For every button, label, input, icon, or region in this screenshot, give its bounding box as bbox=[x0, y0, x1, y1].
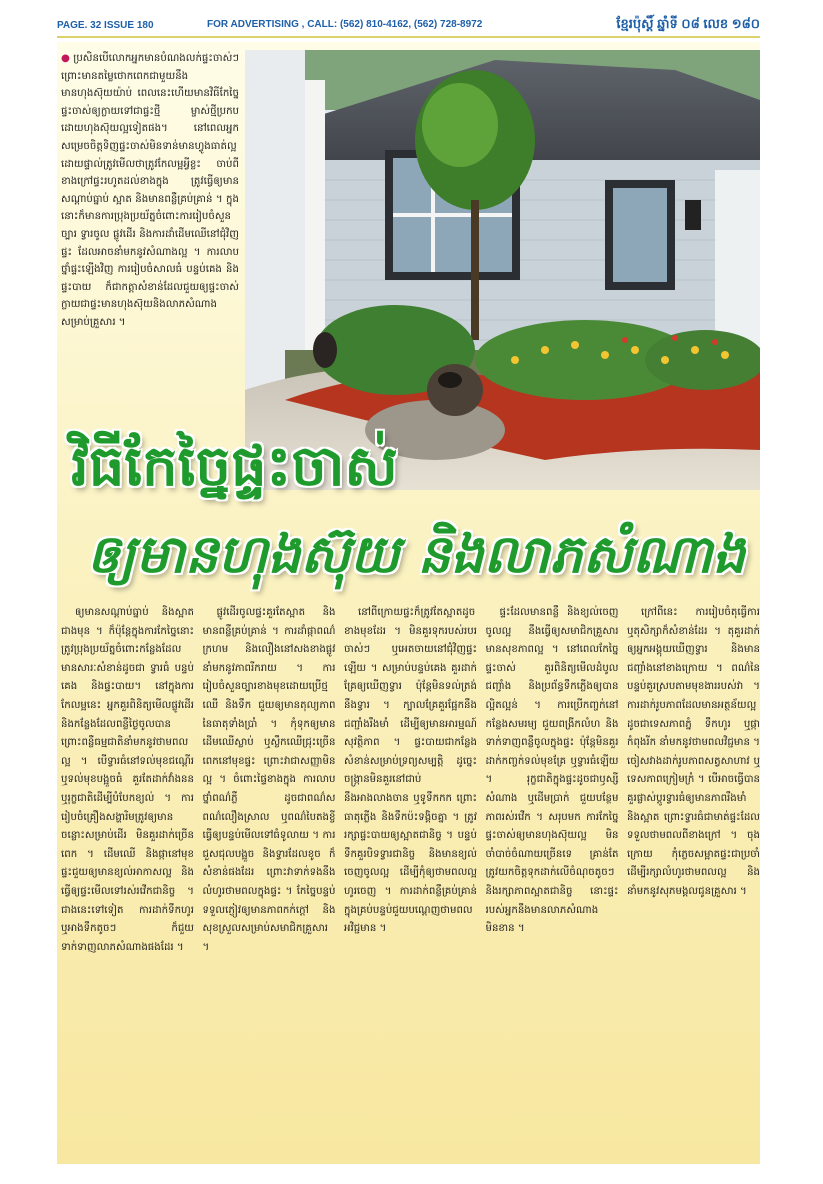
advertising-contact: FOR ADVERTISING , CALL: (562) 810-4162, (562) 728-8972 bbox=[207, 19, 483, 30]
column-text: ក្រៅពីនេះ ការរៀបចំតុធ្វើការ ឬតុសិក្សាក៏សំខាន់ដែរ ។ តុគួរដាក់ឲ្យអ្នកអង្គុយឃើញទ្វារ និងមានជញ្ជាំងនៅខាងក្រោយ ។ ពណ៌នៃបន្ទប់គួរស្របតាមមុខងាររបស់វា ។ ការដាក់រូបភាពដែលមានអត្ថន័យល្អ ដូចជាទេសភាពភ្នំ ទឹកហូរ ឬផ្កាកំពុងរីក នាំមកនូវថាមពលវិជ្ជមាន ។ ចៀសវាងដាក់រូបភាពសត្វសាហាវ ឬទេសភាពក្រៀមក្រំ ។ បើអាចធ្វើបាន គួរផ្លាស់ប្ដូរទ្វារធំឲ្យមានភាពរឹងមាំ និងស្អាត ព្រោះទ្វារធំជាមាត់ផ្ទះដែលទទួលថាមពលពីខាងក្រៅ ។ ចុងក្រោយ កុំភ្លេចសម្អាតផ្ទះជាប្រចាំ ដើម្បីរក្សាលំហូរថាមពលល្អ និងនាំមកនូវសុភមង្គលជូនគ្រួសារ ។ bbox=[627, 607, 760, 897]
masthead: ខ្មែរប៉ុស្ដិ៍ ឆ្នាំទី ០៨ លេខ ១៨០ bbox=[616, 16, 760, 31]
column-text: ឲ្យមានសណ្ដាប់ធ្នាប់ និងស្អាតជាងមុន ។ ក៏ប៉ុន្តែក្នុងការកែច្នៃនោះ ត្រូវប្រុងប្រយ័ត្នចំពោះកន្លែងដែលមានសារៈសំខាន់ដូចជា ទ្វារធំ បន្ទប់គេង និងផ្ទះបាយ។ នៅក្នុងការកែលម្អនេះ អ្នកគួរពិនិត្យមើលផ្លូវដើរ និងកន្លែងដែលពន្លឺថ្ងៃចូលបាន ព្រោះពន្លឺធម្មជាតិនាំមកនូវថាមពលល្អ ។ បើទ្វារធំនៅទល់មុខជណ្ដើរ ឬទល់មុខបង្អួចធំ គួរតែដាក់វាំងនន ឬរុក្ខជាតិដើម្បីបំបែកខ្យល់ ។ ការរៀបចំគ្រឿងសង្ហារិមត្រូវឲ្យមានចន្លោះសម្រាប់ដើរ មិនគួរដាក់ច្រើនពេក ។ ដើមឈើ និងផ្កានៅមុខផ្ទះជួយឲ្យមានខ្យល់អាកាសល្អ និងធ្វើឲ្យផ្ទះមើលទៅរស់រវើកជានិច្ច ។ ជាងនេះទៅទៀត ការដាក់ទឹកហូរ ឬអាងទឹកតូចៗ ក៏ជួយទាក់ទាញលាភសំណាងផងដែរ ។ bbox=[61, 607, 194, 953]
article-column-4 bbox=[486, 604, 619, 1162]
column-text: នៅពីក្រោយផ្ទះក៏ត្រូវតែស្អាតដូចខាងមុខដែរ ។ មិនគួរទុករបស់របរចាស់ៗ ឬអេតចាយនៅជុំវិញផ្ទះឡើយ ។ សម្រាប់បន្ទប់គេង គួរដាក់គ្រែឲ្យឃើញទ្វារ ប៉ុន្តែមិនទល់ត្រង់នឹងទ្វារ ។ ក្បាលគ្រែគួរផ្អែកនឹងជញ្ជាំងរឹងមាំ ដើម្បីឲ្យមានអារម្មណ៍សុវត្ថិភាព ។ ផ្ទះបាយជាកន្លែងសំខាន់សម្រាប់ទ្រព្យសម្បត្តិ ដូច្នេះចង្ក្រានមិនគួរនៅជាប់នឹងអាងលាងចាន ឬទូទឹកកក ព្រោះធាតុភ្លើង និងទឹកប៉ះទង្គិចគ្នា ។ ត្រូវរក្សាផ្ទះបាយឲ្យស្អាតជានិច្ច ។ បន្ទប់ទឹកគួរបិទទ្វារជានិច្ច និងមានខ្យល់ចេញចូលល្អ ដើម្បីកុំឲ្យថាមពលល្អហូរចេញ ។ ការដាក់ពន្លឺគ្រប់គ្រាន់ក្នុងគ្រប់បន្ទប់ជួយបណ្ដេញថាមពលអវិជ្ជមាន ។ bbox=[344, 607, 477, 935]
issue-label: PAGE. 32 ISSUE 180 bbox=[57, 19, 154, 31]
headline-line-2: ឲ្យមានហុងស៊ុយ និងលាភសំណាង bbox=[87, 525, 746, 585]
column-text: ផ្លូវដើរចូលផ្ទះគួរតែស្អាត និងមានពន្លឺគ្រប់គ្រាន់ ។ ការដាំផ្កាពណ៌ក្រហម និងលឿងនៅសងខាងផ្លូវ នាំមកនូវភាពរីករាយ ។ ការរៀបចំសួនច្បារខាងមុខដោយប្រើថ្ម ឈើ និងទឹក ជួយឲ្យមានតុល្យភាពនៃធាតុទាំងប្រាំ ។ កុំទុកឲ្យមានដើមឈើស្លាប់ ឬស្លឹកឈើជ្រុះច្រើនពេកនៅមុខផ្ទះ ព្រោះវាជាសញ្ញាមិនល្អ ។ ចំពោះផ្ទៃខាងក្នុង ការលាបថ្នាំពណ៌ភ្លឺ ដូចជាពណ៌ស ពណ៌លឿងស្រាល ឬពណ៌បៃតងខ្ចី ធ្វើឲ្យបន្ទប់មើលទៅធំទូលាយ ។ ការជួសជុលបង្អួច និងទ្វារដែលខូច ក៏សំខាន់ផងដែរ ព្រោះវាទាក់ទងនឹងលំហូរថាមពលក្នុងផ្ទះ ។ កែច្នៃបន្ទប់ទទួលភ្ញៀវឲ្យមានភាពកក់ក្ដៅ និងសុខស្រួលសម្រាប់សមាជិកគ្រួសារ ។ bbox=[202, 607, 336, 953]
article-column-1 bbox=[61, 604, 194, 1162]
article-column-2 bbox=[203, 604, 336, 1162]
house-photo bbox=[245, 50, 760, 490]
headline-line-1: វិធីកែច្នៃផ្ទះចាស់ bbox=[71, 434, 398, 499]
page-header bbox=[57, 14, 760, 36]
column-text: ផ្ទះដែលមានពន្លឺ និងខ្យល់ចេញចូលល្អ នឹងធ្វើឲ្យសមាជិកគ្រួសារមានសុខភាពល្អ ។ នៅពេលកែច្នៃផ្ទះចាស់ គួរពិនិត្យមើលដំបូល ជញ្ជាំង និងប្រព័ន្ធទឹកភ្លើងឲ្យបានល្អិតល្អន់ ។ ការប្រើកញ្ចក់នៅកន្លែងសមរម្យ ជួយពង្រីកលំហ និងទាក់ទាញពន្លឺចូលក្នុងផ្ទះ ប៉ុន្តែមិនគួរដាក់កញ្ចក់ទល់មុខគ្រែ ឬទ្វារធំឡើយ ។ រុក្ខជាតិក្នុងផ្ទះដូចជាឫស្សីសំណាង ឬដើមប្រាក់ ជួយបន្ថែមភាពរស់រវើក ។ សរុបមក ការកែច្នៃផ្ទះចាស់ឲ្យមានហុងស៊ុយល្អ មិនចាំបាច់ចំណាយច្រើនទេ គ្រាន់តែត្រូវយកចិត្តទុកដាក់លើចំណុចតូចៗ និងរក្សាភាពស្អាតជានិច្ច នោះផ្ទះរបស់អ្នកនឹងមានលាភសំណាងមិនខាន ។ bbox=[485, 607, 619, 935]
article-column-3 bbox=[344, 604, 477, 1162]
intro-paragraph bbox=[61, 50, 239, 430]
header-divider bbox=[57, 36, 760, 38]
magazine-page bbox=[57, 14, 760, 1154]
bullet-icon: ● bbox=[61, 53, 70, 64]
intro-text: ប្រសិនបើលោកអ្នកមានបំណងលក់ផ្ទះចាស់ៗ ព្រោះមានតម្លៃថោកពេកជាមួយនឹងមានហុងស៊ុយយ៉ាប់ ពេលនេះហើយមានវិធីកែច្នៃផ្ទះចាស់ឲ្យក្លាយទៅជាផ្ទះថ្មី ម្ចាស់ថ្មីប្រកបដោយហុងស៊ុយល្អទៀតផង។ នៅពេលអ្នកសម្រេចចិត្តទិញផ្ទះចាស់មិនទាន់មានហ្វូងធាត់ល្អដោយផ្ទាល់ត្រូវមើលថាត្រូវកែលម្អអ្វីខ្លះ ចាប់ពីខាងក្រៅផ្ទះរហូតដល់ខាងក្នុង ត្រូវធ្វើឲ្យមានសណ្ដាប់ធ្នាប់ ស្អាត និងមានពន្លឺគ្រប់គ្រាន់ ។ ក្នុងនោះក៏មានការប្រុងប្រយ័ត្នចំពោះការរៀបចំសួនច្បារ ទ្វារចូល ផ្លូវដើរ និងការដាំដើមឈើនៅជុំវិញផ្ទះ ដែលអាចនាំមកនូវសំណាងល្អ ។ ការលាបថ្នាំផ្ទះឡើងវិញ ការរៀបចំសាលធំ បន្ទប់គេង និងផ្ទះបាយ ក៏ជាកត្តាសំខាន់ដែលជួយឲ្យផ្ទះចាស់ក្លាយជាផ្ទះមានហុងស៊ុយនិងលាភសំណាងសម្រាប់គ្រួសារ ។ bbox=[61, 53, 239, 328]
article-columns bbox=[61, 604, 760, 1162]
article-column-5 bbox=[627, 604, 760, 1162]
